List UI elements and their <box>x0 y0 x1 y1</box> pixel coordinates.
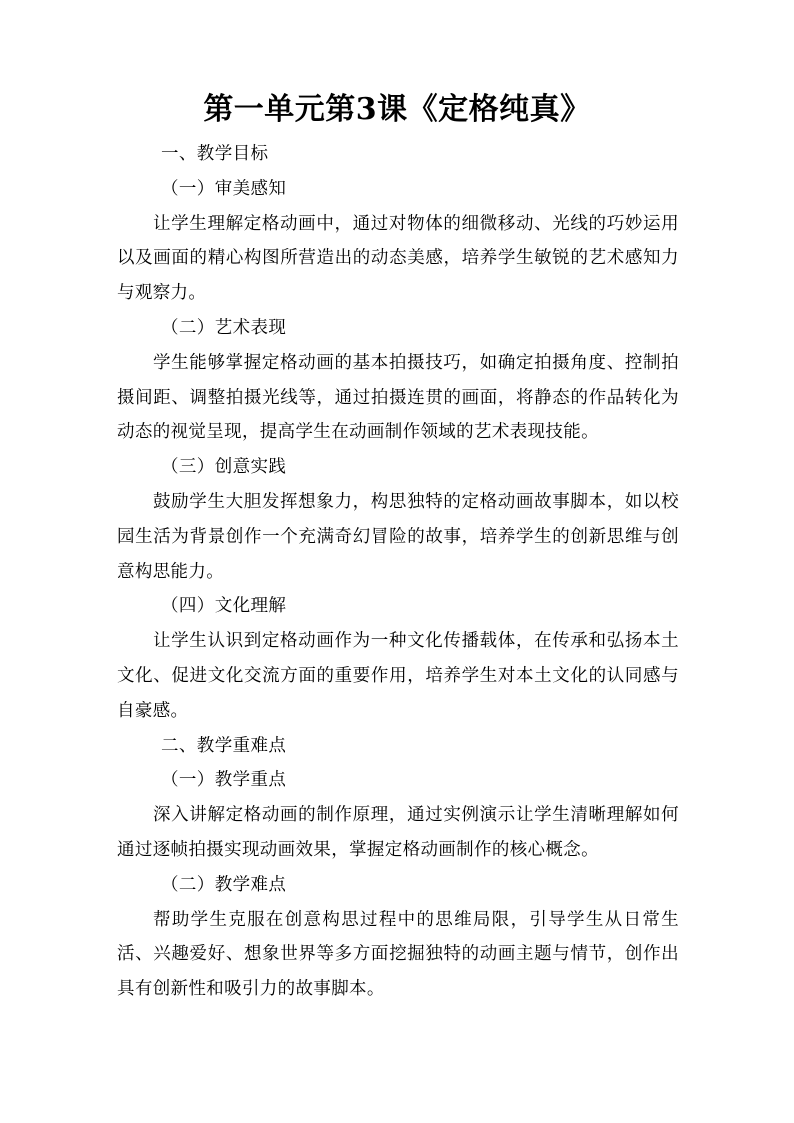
subsection-heading-aesthetic-perception: （一）审美感知 <box>161 178 287 199</box>
section-heading-key-points: 二、教学重难点 <box>161 735 287 756</box>
subsection-heading-cultural-understanding: （四）文化理解 <box>161 596 287 617</box>
document-title: 第一单元第3课《定格纯真》 <box>203 92 591 127</box>
document-body <box>117 137 679 1007</box>
section-heading-objectives: 一、教学目标 <box>161 144 269 164</box>
paragraph-artistic-expression: 学生能够掌握定格动画的基本拍摄技巧，如确定拍摄角度、控制拍摄间距、调整拍摄光线等，通过拍摄连贯的画面，将静态的作品转化为动态的视觉呈现，提高学生在动画制作领域的艺术表现技能。 <box>117 352 679 443</box>
subsection-heading-teaching-difficulty: （二）教学难点 <box>161 874 287 895</box>
paragraph-cultural-understanding: 让学生认识到定格动画作为一种文化传播载体，在传承和弘扬本土文化、促进文化交流方面的重要作用，培养学生对本土文化的认同感与自豪感。 <box>117 631 679 721</box>
subsection-heading-creative-practice: （三）创意实践 <box>161 457 287 478</box>
paragraph-aesthetic-perception: 让学生理解定格动画中，通过对物体的细微移动、光线的巧妙运用以及画面的精心构图所营造出的动态美感，培养学生敏锐的艺术感知力与观察力。 <box>117 213 679 304</box>
paragraph-teaching-difficulty: 帮助学生克服在创意构思过程中的思维局限，引导学生从日常生活、兴趣爱好、想象世界等多方面挖掘独特的动画主题与情节，创作出具有创新性和吸引力的故事脚本。 <box>117 909 679 1000</box>
paragraph-creative-practice: 鼓励学生大胆发挥想象力，构思独特的定格动画故事脚本，如以校园生活为背景创作一个充满奇幻冒险的故事，培养学生的创新思维与创意构思能力。 <box>117 491 679 582</box>
subsection-heading-teaching-focus: （一）教学重点 <box>161 770 287 791</box>
paragraph-teaching-focus: 深入讲解定格动画的制作原理，通过实例演示让学生清晰理解如何通过逐帧拍摄实现动画效果，掌握定格动画制作的核心概念。 <box>117 805 679 860</box>
subsection-heading-artistic-expression: （二）艺术表现 <box>161 317 287 338</box>
